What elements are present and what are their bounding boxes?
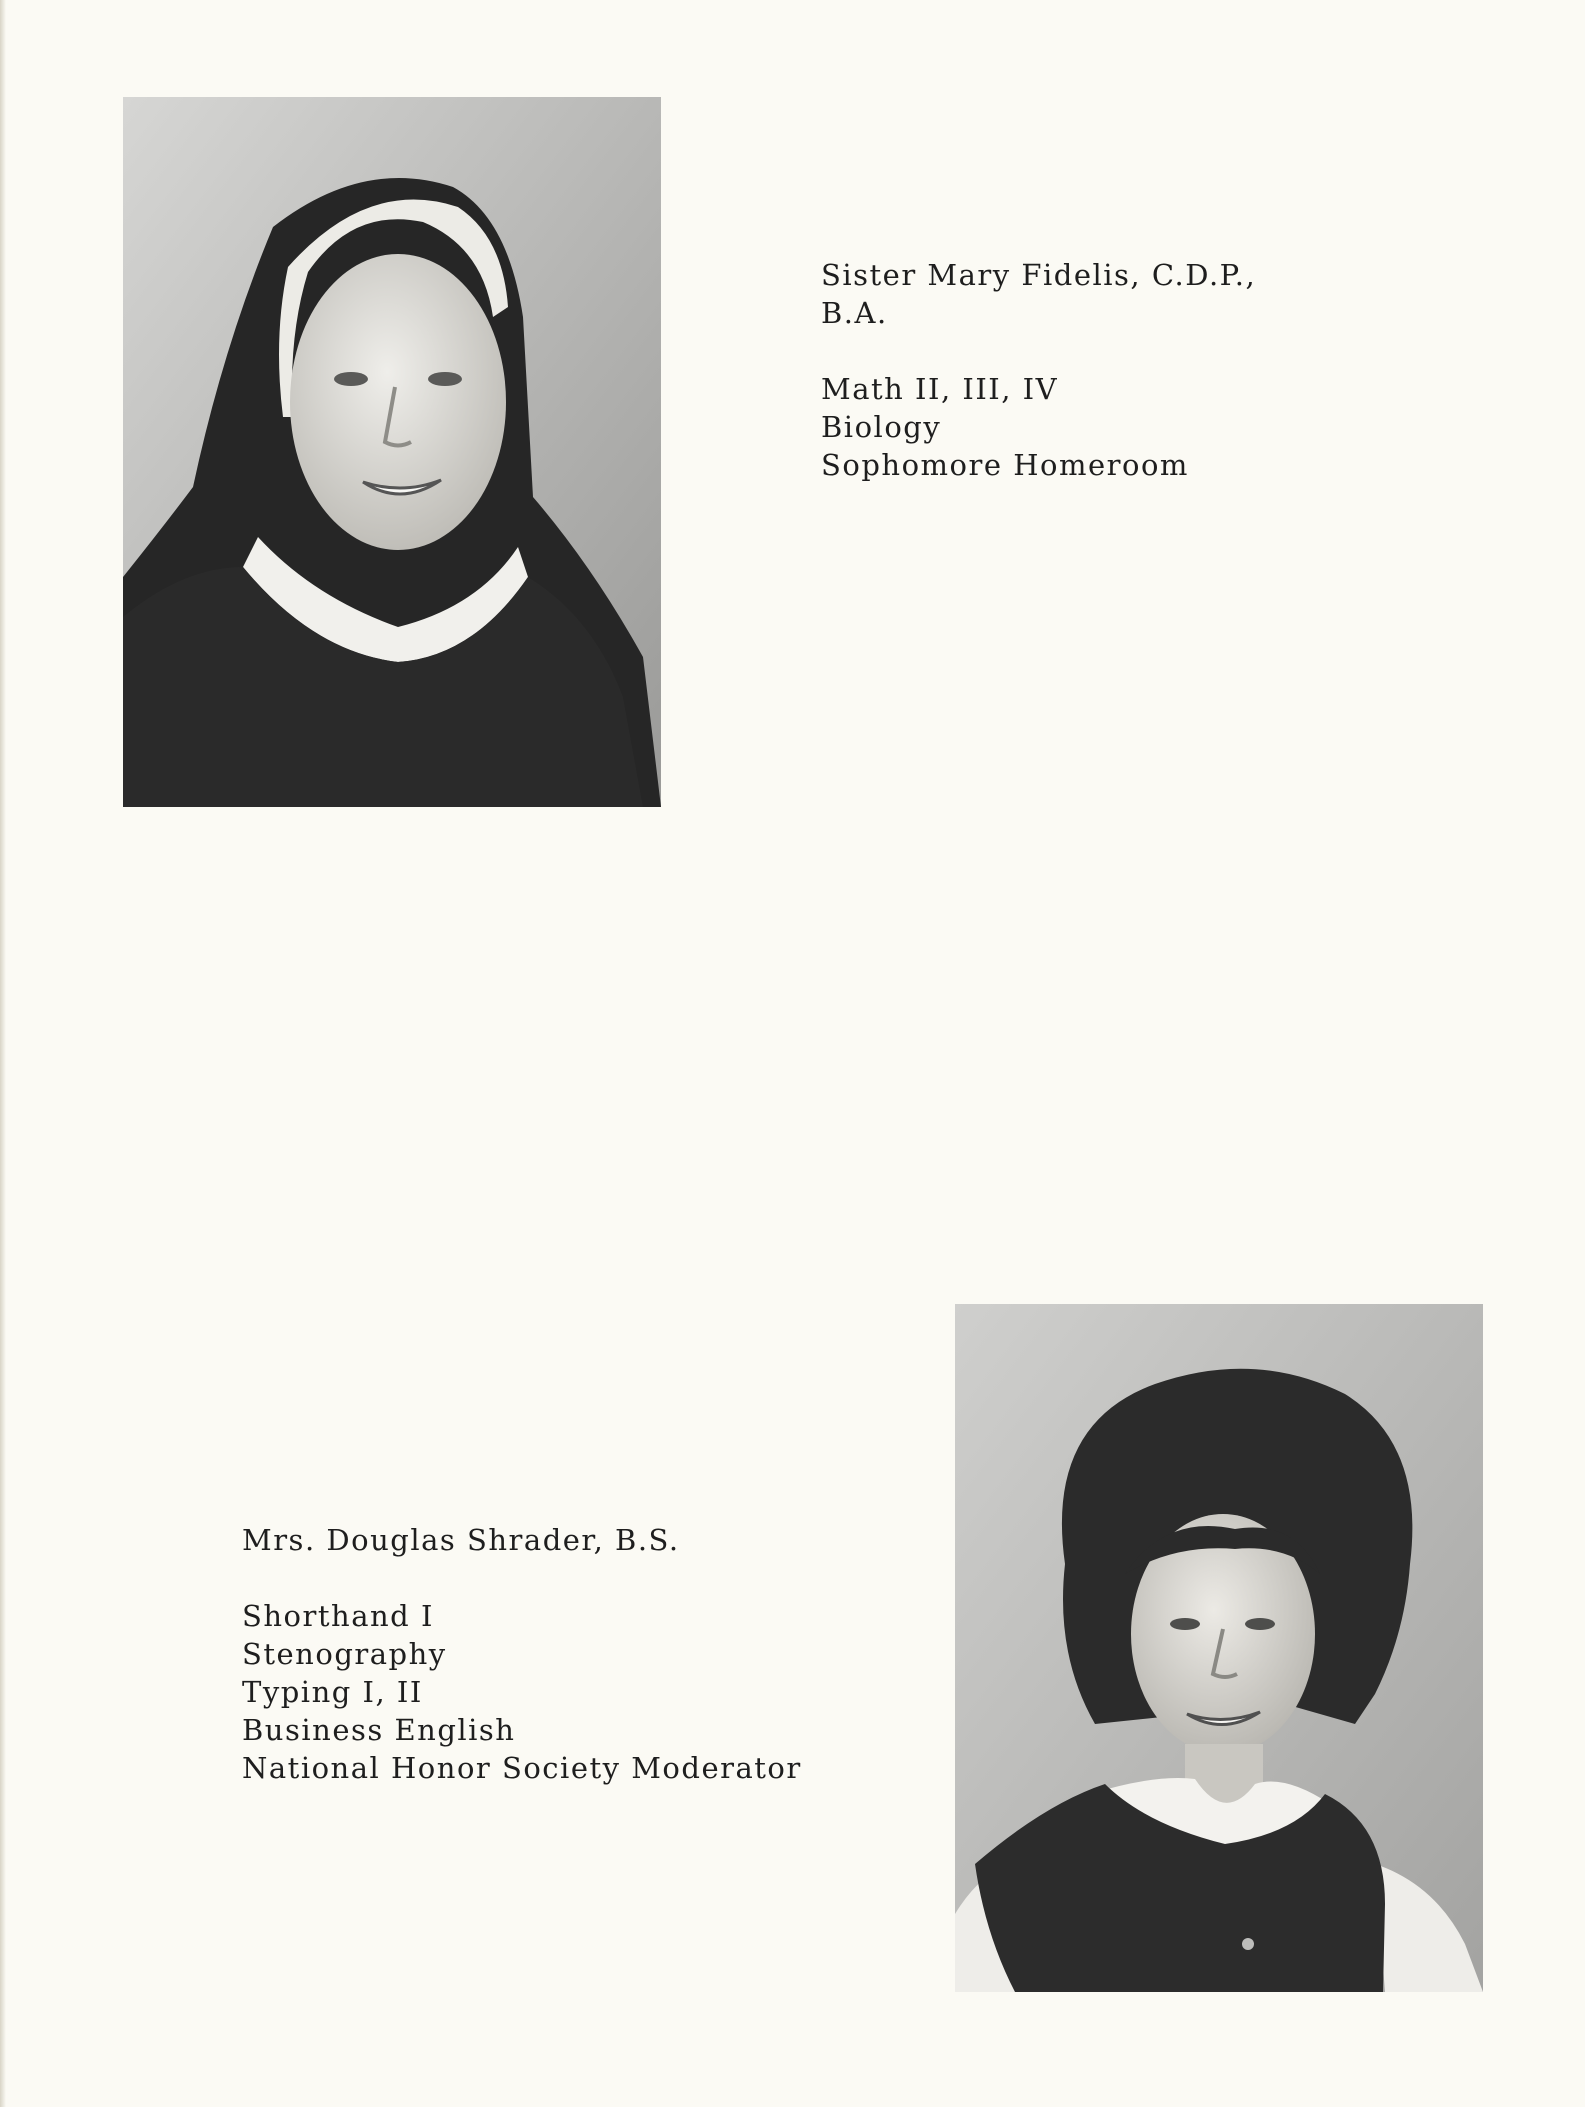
portrait-sister-mary-fidelis <box>123 97 661 807</box>
faculty-name: Sister Mary Fidelis, C.D.P., <box>821 258 1257 292</box>
subject-item: Stenography <box>242 1637 447 1671</box>
subject-item: Typing I, II <box>242 1675 423 1709</box>
faculty-degree: B.A. <box>821 296 888 330</box>
portrait-mrs-douglas-shrader <box>955 1304 1483 1992</box>
page-edge <box>0 0 6 2107</box>
subject-item: Biology <box>821 410 942 444</box>
subject-item: Sophomore Homeroom <box>821 448 1189 482</box>
caption-mrs-douglas-shrader <box>242 1521 802 1787</box>
subject-item: Business English <box>242 1713 516 1747</box>
subject-item: Shorthand I <box>242 1599 434 1633</box>
nun-portrait-icon <box>123 97 661 807</box>
subject-item: Math II, III, IV <box>821 372 1059 406</box>
woman-portrait-icon <box>955 1304 1483 1992</box>
faculty-name: Mrs. Douglas Shrader, B.S. <box>242 1523 680 1557</box>
caption-sister-mary-fidelis <box>821 256 1256 484</box>
subject-item: National Honor Society Moderator <box>242 1751 802 1785</box>
